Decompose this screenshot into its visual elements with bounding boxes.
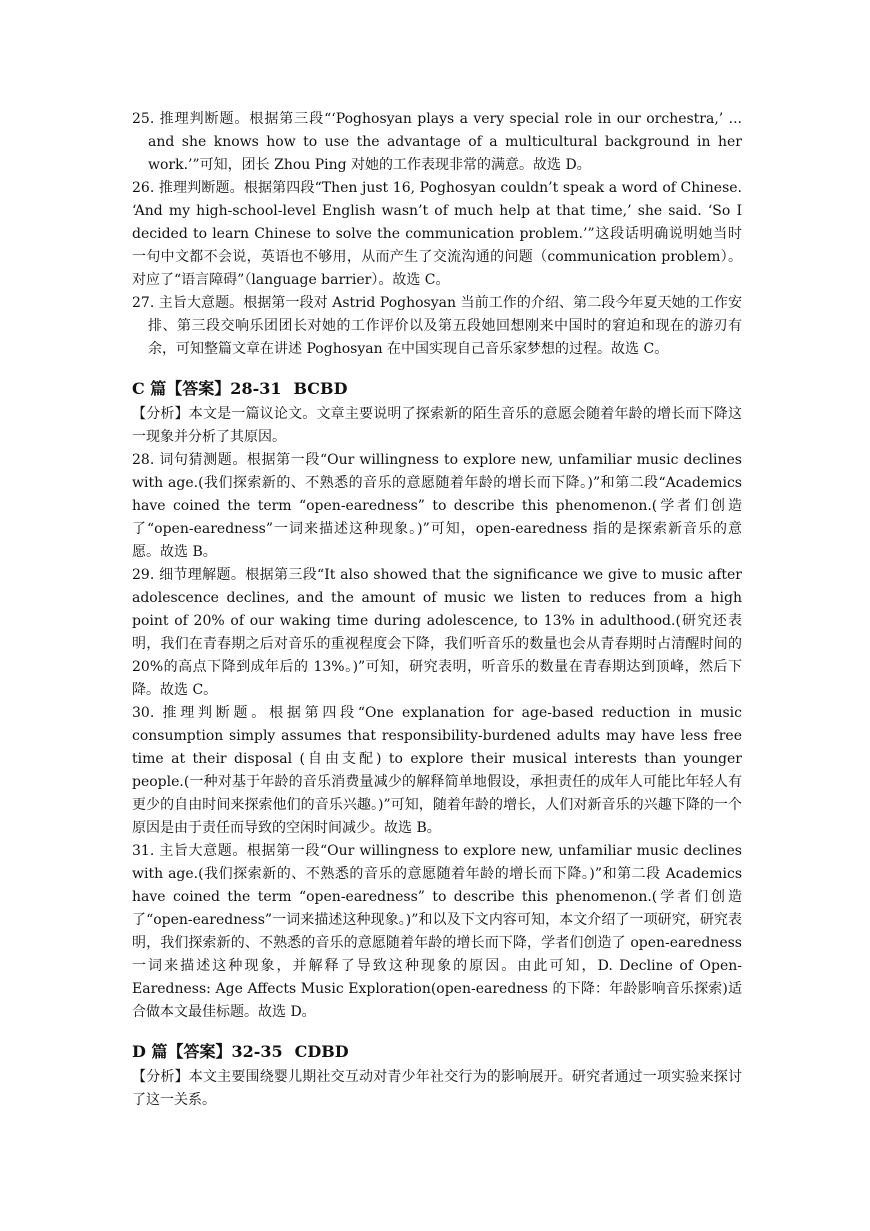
section-d-answers: CDBD [294, 1042, 349, 1061]
section-c-title: C 篇【答案】28-31 [132, 379, 282, 398]
answer-explanation-31: 31. 主旨大意题。根据第一段“Our willingness to explore new, unfamiliar music declines with age.(我们探索新的、不熟悉的音乐的意愿随着年龄的增长而下降。)”和第二段 Academics have coined the term “open-earedness” to describe this phenomenon.(学者们创造了“open-earedness”一词来描述这种现象。)”和以及下文内容可知，本文介绍了一项研究，研究表明，我们探索新的、不熟悉的音乐的意愿随着年龄的增长而下降，学者们创造了 open-earedness 一词来描述这种现象，并解释了导致这种现象的原因。由此可知，D. Decline of Open-Earedness: Age Affects Music Exploration(open-earedness 的下降：年龄影响音乐探索)适合做本文最佳标题。故选 D。 [132, 843, 742, 1020]
section-d-analysis: 【分析】本文主要围绕婴儿期社交互动对青少年社交行为的影响展开。研究者通过一项实验来探讨了这一关系。 [132, 1069, 742, 1108]
section-d-title: D 篇【答案】32-35 [132, 1042, 283, 1061]
answer-explanation-25: 25. 推理判断题。根据第三段“‘Poghosyan plays a very special role in our orchestra,’ ... and she knows how to use the advantage of a multicultural background in her work.’”可知，团长 Zhou Ping 对她的工作表现非常的满意。故选 D。 [132, 111, 742, 173]
section-c-answers: BCBD [293, 379, 348, 398]
answer-explanation-29: 29. 细节理解题。根据第三段“It also showed that the significance we give to music after adolescence declines, and the amount of music we listen to reduces from a high point of 20% of our waking time during adolescence, to 13% in adulthood.(研究还表明，我们在青春期之后对音乐的重视程度会下降，我们听音乐的数量也会从青春期时占清醒时间的 20%的高点下降到成年后的 13%。)”可知，研究表明，听音乐的数量在青春期达到顶峰，然后下降。故选 C。 [132, 567, 742, 698]
section-c-heading [132, 377, 742, 401]
answer-explanation-27: 27. 主旨大意题。根据第一段对 Astrid Poghosyan 当前工作的介绍、第二段今年夏天她的工作安排、第三段交响乐团团长对她的工作评价以及第五段她回想刚来中国时的窘迫和现在的游刃有余，可知整篇文章在讲述 Poghosyan 在中国实现自己音乐家梦想的过程。故选 C。 [132, 295, 742, 357]
answer-explanation-28: 28. 词句猜测题。根据第一段“Our willingness to explore new, unfamiliar music declines with age.(我们探索新的、不熟悉的音乐的意愿随着年龄的增长而下降。)”和第二段“Academics have coined the term “open-earedness” to describe this phenomenon.(学者们创造了“open-earedness”一词来描述这种现象。)”可知，open-earedness 指的是探索新音乐的意愿。故选 B。 [132, 452, 742, 560]
answer-explanation-30: 30. 推理判断题。根据第四段“One explanation for age-based reduction in music consumption simply assumes that responsibility-burdened adults may have less free time at their disposal (自由支配) to explore their musical interests than younger people.(一种对基于年龄的音乐消费量减少的解释简单地假设，承担责任的成年人可能比年轻人有更少的自由时间来探索他们的音乐兴趣。)”可知，随着年龄的增长，人们对新音乐的兴趣下降的一个原因是由于责任而导致的空闲时间减少。故选 B。 [132, 705, 742, 836]
answer-explanation-26: 26. 推理判断题。根据第四段“Then just 16, Poghosyan couldn’t speak a word of Chinese. ‘And my high-school-level English wasn’t of much help at that time,’ she said. ‘So I decided to learn Chinese to solve the communication problem.’”这段话明确说明她当时一句中文都不会说，英语也不够用，从而产生了交流沟通的问题（communication problem）。对应了“语言障碍”（language barrier）。故选 C。 [132, 180, 742, 288]
document-content [132, 108, 742, 1112]
section-c-analysis: 【分析】本文是一篇议论文。文章主要说明了探索新的陌生音乐的意愿会随着年龄的增长而下降这一现象并分析了其原因。 [132, 406, 742, 445]
section-d-heading [132, 1040, 742, 1064]
